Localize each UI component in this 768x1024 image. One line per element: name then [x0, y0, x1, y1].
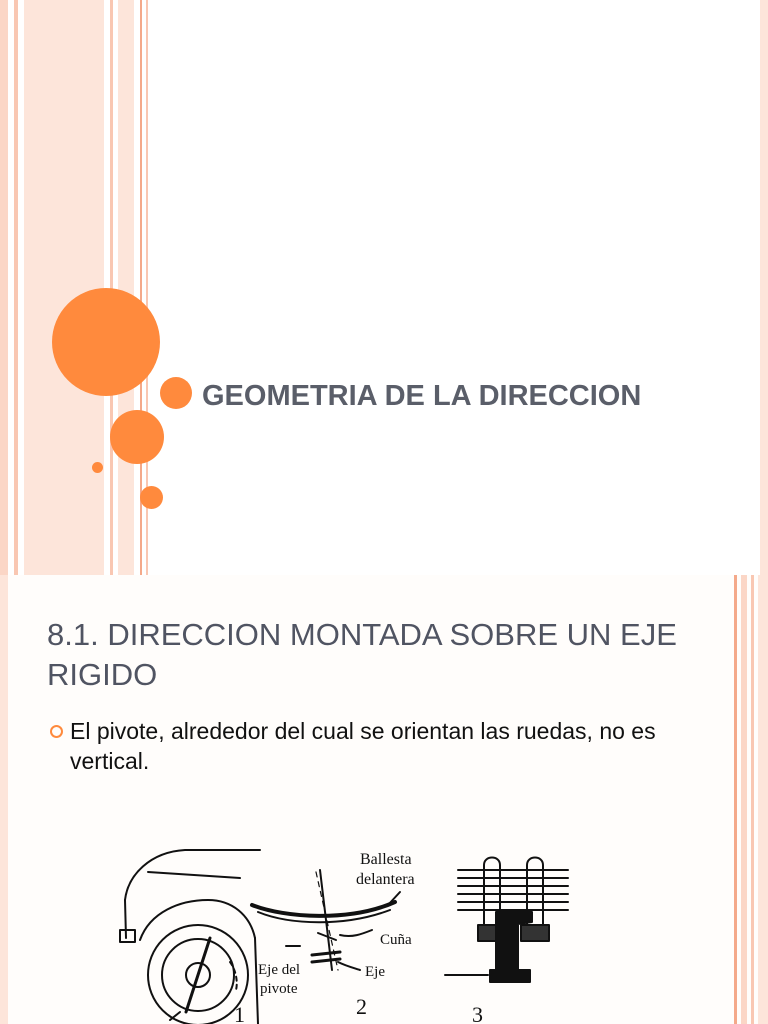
label-eje-del: Eje del [258, 962, 301, 978]
label-delantera: delantera [356, 871, 415, 888]
label-figure-2: 2 [356, 994, 367, 1019]
slide-title: GEOMETRIA DE LA DIRECCION [202, 380, 642, 412]
steering-pivot-diagram [0, 830, 768, 1024]
decorative-circle-small [140, 486, 163, 509]
decorative-circle-tiny [92, 462, 103, 473]
label-eje: Eje [365, 964, 385, 980]
bullet-list [50, 716, 690, 776]
label-figure-3: 3 [472, 1002, 483, 1024]
stripe-decoration [24, 0, 104, 575]
axle-section-drawing [445, 858, 568, 983]
decorative-circle-medium [110, 410, 164, 464]
stripe-decoration [760, 0, 768, 575]
bullet-text: El pivote, alrededor del cual se orientan las ruedas, no es vertical. [70, 718, 656, 774]
decorative-circle-small [160, 377, 192, 409]
label-cuna: Cuña [380, 932, 412, 948]
list-item [50, 716, 690, 776]
wheel-drawing [148, 925, 248, 1024]
stripe-decoration [118, 0, 134, 575]
decorative-circle-large [52, 288, 160, 396]
stripe-decoration [140, 0, 142, 575]
label-pivote: pivote [260, 981, 298, 997]
stripe-decoration [0, 0, 8, 575]
stripe-decoration [14, 0, 18, 575]
section-title: 8.1. DIRECCION MONTADA SOBRE UN EJE RIGIDO [47, 617, 677, 692]
label-ballesta: Ballesta [360, 851, 412, 868]
bullet-ring-icon [50, 725, 63, 738]
label-figure-1: 1 [234, 1002, 245, 1024]
